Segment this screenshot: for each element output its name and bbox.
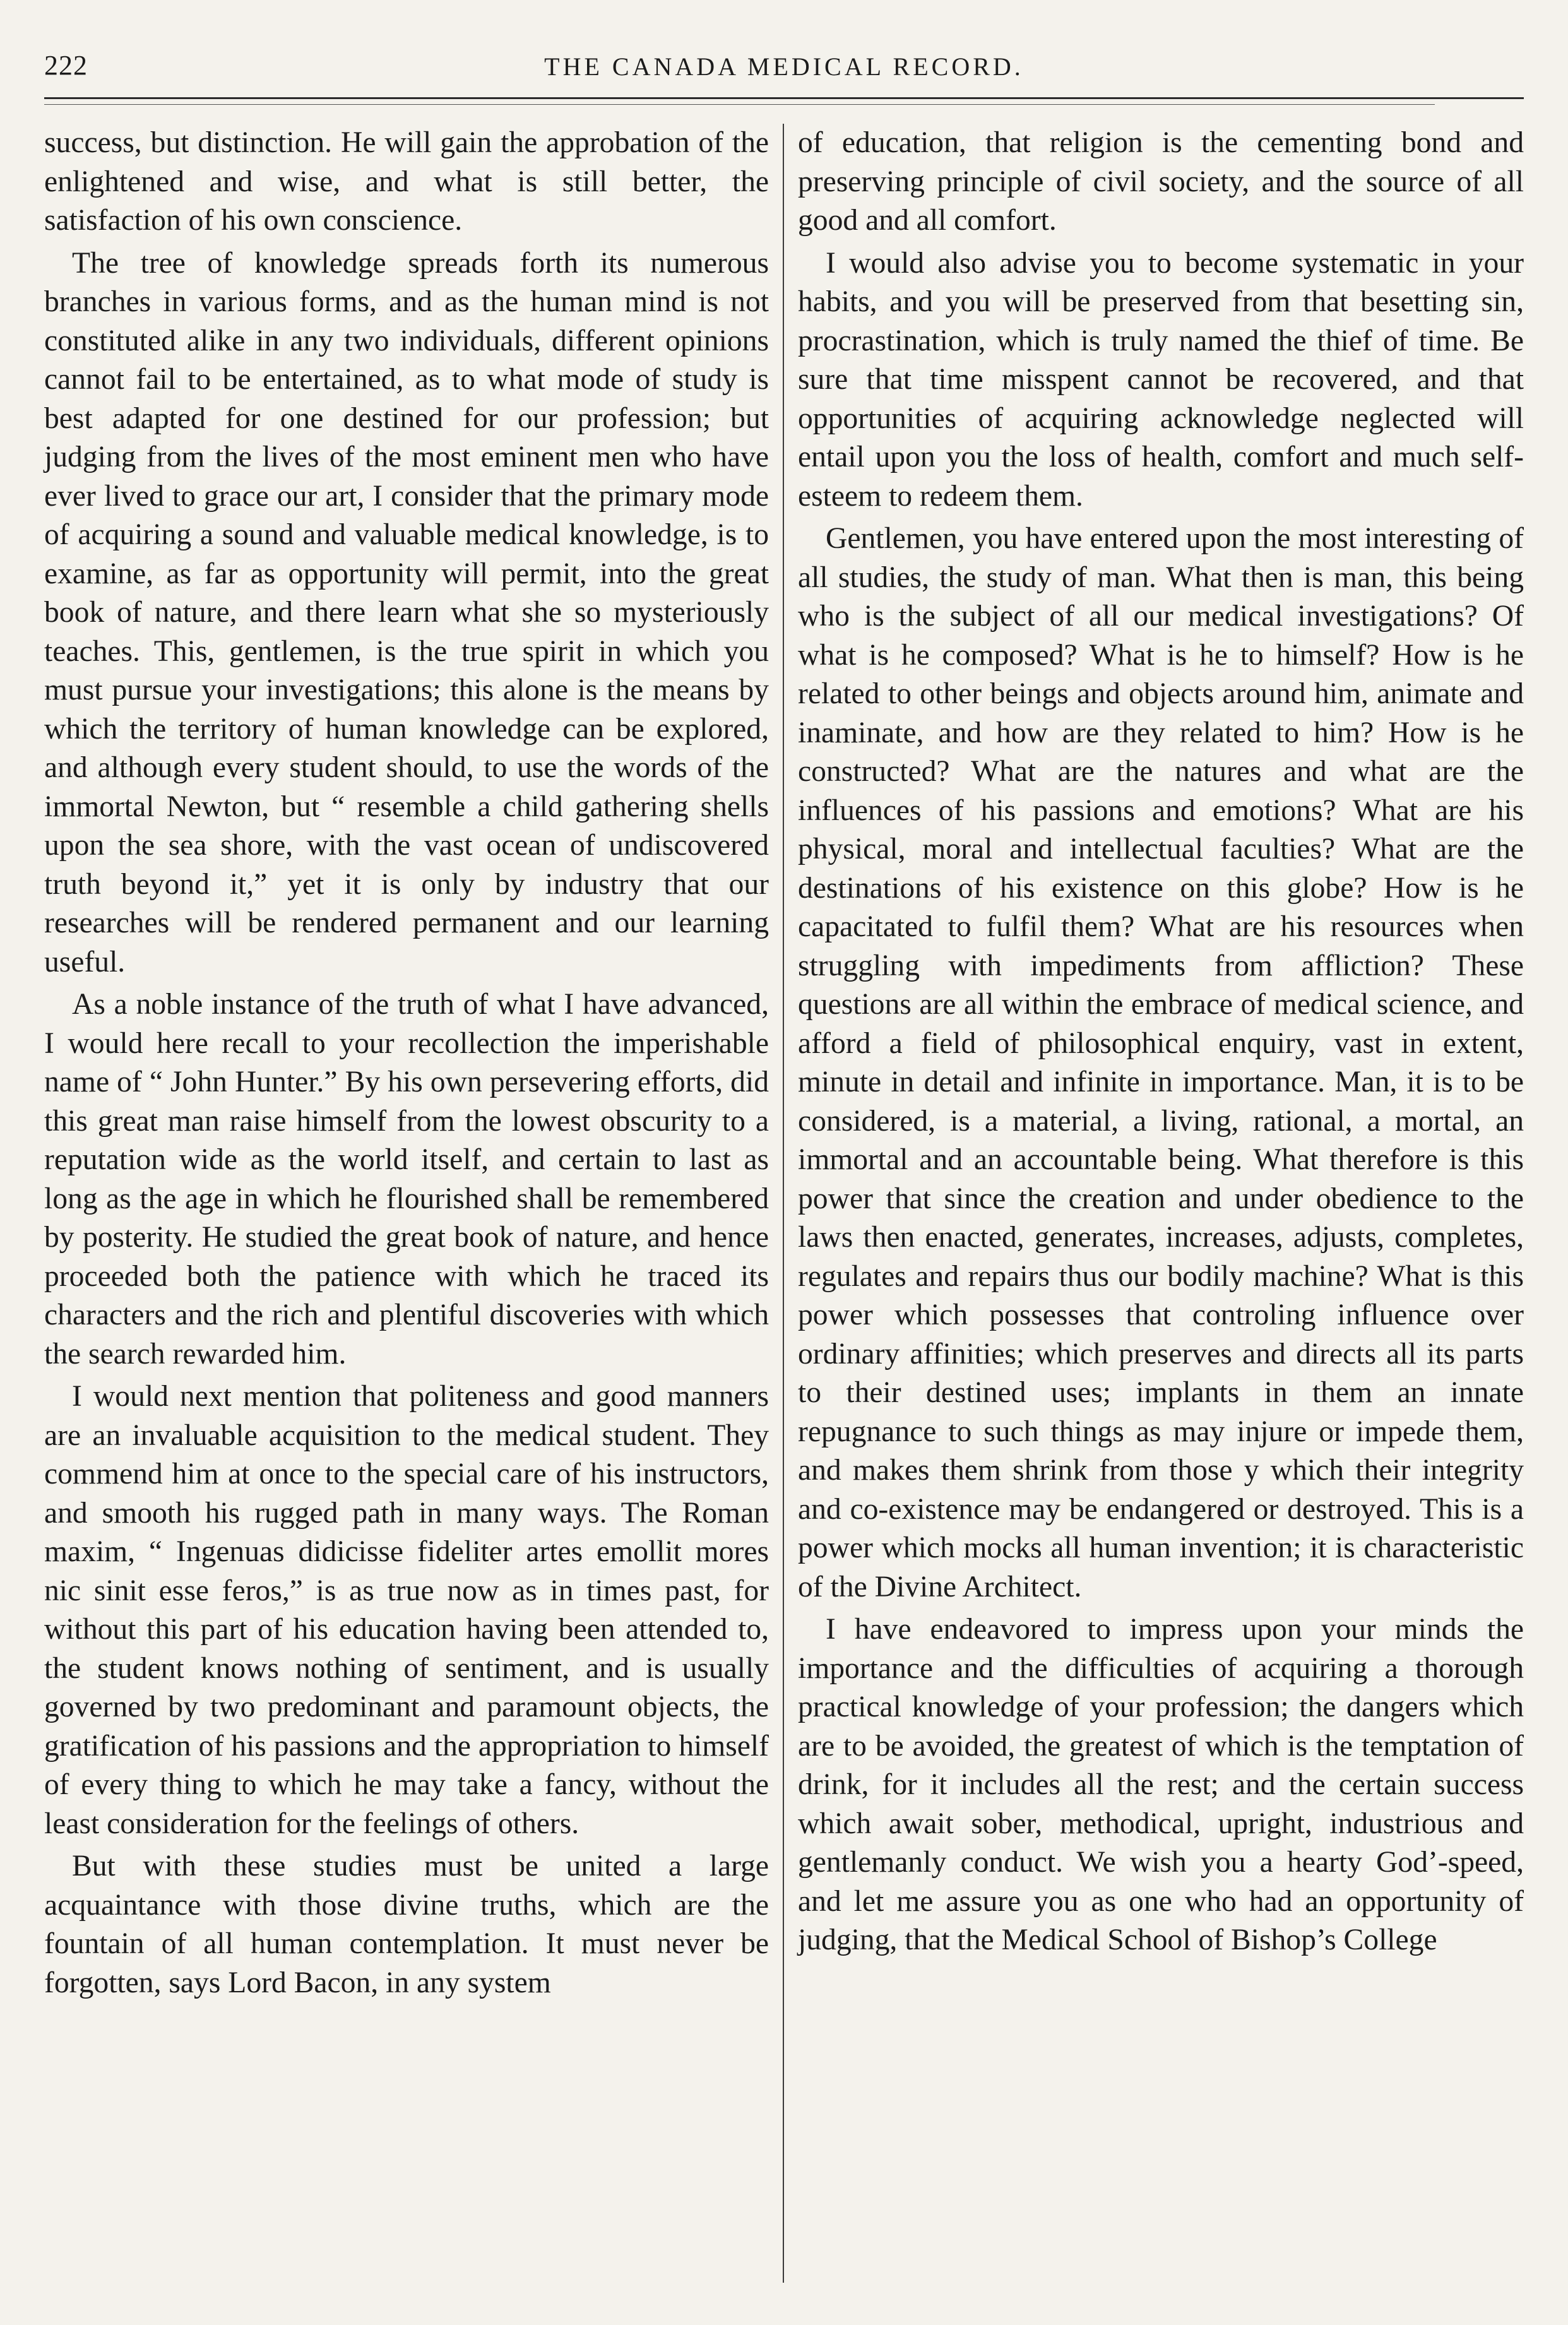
paragraph: success, but distinction. He will gain the approbation of the enlightened and wise, and what is still better, the satisfaction of his own conscience. — [44, 126, 769, 237]
left-column — [44, 124, 783, 2283]
paragraph: I would also advise you to become systematic in your habits, and you will be preserved from that besetting sin, procrastination, which is truly named the thief of time. Be sure that time misspent cannot be recovered, and that opportunities of acquiring acknowledge neglected will entail upon you the loss of health, comfort and much self-esteem to redeem them. — [798, 246, 1524, 513]
right-column — [783, 124, 1524, 2283]
header-rule — [44, 97, 1524, 99]
paragraph: Gentlemen, you have entered upon the most interesting of all studies, the study of man. What then is man, this being who is the subject of all our medical investigations? Of what is he composed? What is he to himself? How is he related to other beings and objects around him, animate and inaminate, and how are they related to him? How is he constructed? What are the natures and what are the influences of his passions and emotions? What are his physical, moral and intellectual faculties? What are the destinations of his existence on this globe? How is he capacitated to fulfil them? What are his resources when struggling with impediments from affliction? These questions are all within the embrace of medical science, and afford a field of philosophical enquiry, vast in extent, minute in detail and infinite in importance. Man, it is to be considered, is a material, a living, rational, a mortal, an immortal and an accountable being. What therefore is this power that since the creation and under obedience to the laws then enacted, generates, increases, adjusts, completes, regulates and repairs thus our bodily machine? What is this power which possesses that controling influence over ordinary affinities; which preserves and directs all its parts to their destined uses; implants in them an innate repugnance to such things as may injure or impede them, and makes them shrink from those y which their integrity and co-existence may be endangered or destroyed. This is a power which mocks all human invention; it is characteristic of the Divine Architect. — [798, 522, 1524, 1603]
running-head — [44, 44, 1524, 95]
paragraph: But with these studies must be united a large acquaintance with those divine truths, which are the fountain of all human contemplation. It must never be forgotten, says Lord Bacon, in any system — [44, 1850, 769, 1999]
header-rule-thin — [44, 104, 1435, 105]
paragraph: The tree of knowledge spreads forth its numerous branches in various forms, and as the human mind is not constituted alike in any two individuals, different opinions cannot fail to be entertained, as to what mode of study is best adapted for one destined for our profession; but judging from the lives of the most eminent men who have ever lived to grace our art, I consider that the primary mode of acquiring a sound and valuable medical knowledge, is to examine, as far as opportunity will permit, into the great book of nature, and there learn what she so mysteriously teaches. This, gentlemen, is the true spirit in which you must pursue your investigations; this alone is the means by which the territory of human knowledge can be explored, and although every student should, to use the words of the immortal Newton, but “ resemble a child gathering shells upon the sea shore, with the vast ocean of undiscovered truth beyond it,” yet it is only by industry that our researches will be rendered permanent and our learning useful. — [44, 246, 769, 978]
paragraph: I have endeavored to impress upon your minds the importance and the difficulties of acquiring a thorough practical knowledge of your profession; the dangers which are to be avoided, the greatest of which is the temptation of drink, for it includes all the rest; and the certain success which await sober, methodical, upright, industrious and gentlemanly conduct. We wish you a hearty God’-speed, and let me assure you as one who had an opportunity of judging, that the Medical School of Bishop’s College — [798, 1613, 1524, 1956]
paragraph: I would next mention that politeness and good manners are an invaluable acquisition to the medical student. They commend him at once to the special care of his instructors, and smooth his rugged path in many ways. The Roman maxim, “ Ingenuas didicisse fideliter artes emollit mores nic sinit esse feros,” is as true now as in times past, for without this part of his education having been attended to, the student knows nothing of sentiment, and is usually governed by two predominant and paramount objects, the gratification of his passions and the appropriation to himself of every thing to which he may take a fancy, without the least consideration for the feelings of others. — [44, 1380, 769, 1840]
paragraph: As a noble instance of the truth of what I have advanced, I would here recall to your recollection the imperishable name of “ John Hunter.” By his own persevering efforts, did this great man raise himself from the lowest obscurity to a reputation wide as the world itself, and certain to last as long as the age in which he flourished shall be remembered by posterity. He studied the great book of nature, and hence proceeded both the patience with which he traced its characters and the rich and plentiful discoveries with which the search rewarded him. — [44, 988, 769, 1371]
paragraph: of education, that religion is the cementing bond and preserving principle of civil society, and the source of all good and all comfort. — [798, 126, 1524, 237]
journal-title: THE CANADA MEDICAL RECORD. — [544, 52, 1024, 81]
text-columns — [44, 124, 1524, 2283]
page-number: 222 — [44, 50, 88, 81]
